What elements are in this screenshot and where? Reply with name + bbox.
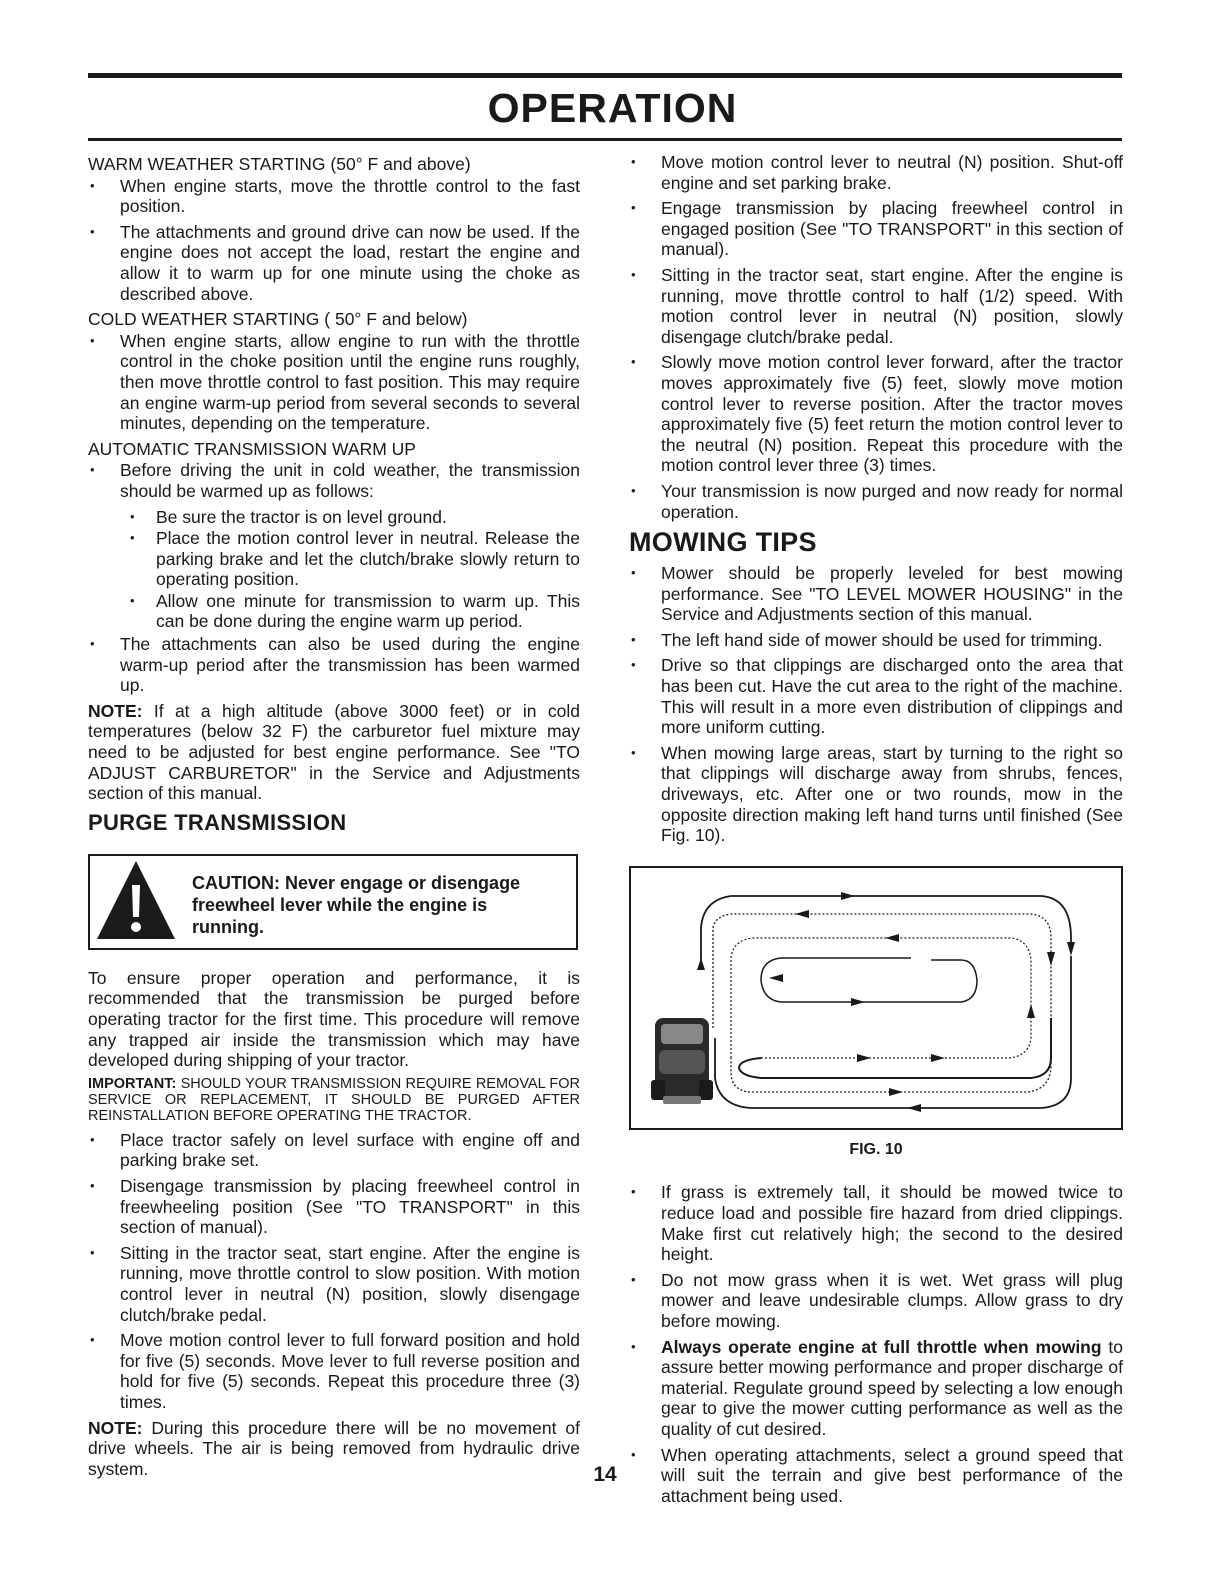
list-item	[88, 460, 580, 501]
list-item: • Slowly move motion control lever forward, after the tractor moves approximately five (5) feet, slowly move motion control lever to reverse position. After the tractor moves approximately five (5) feet return the motion control lever to the neutral (N) position. Repeat this procedure with the motion control lever three (3) times.	[629, 352, 1123, 476]
warning-triangle-icon	[95, 859, 177, 941]
page-title: OPERATION	[487, 85, 738, 131]
note-label: NOTE:	[88, 1417, 143, 1438]
title-rule	[88, 138, 1122, 141]
warm-weather-heading: WARM WEATHER STARTING (50° F and above)	[88, 154, 471, 174]
list-item: • Do not mow grass when it is wet. Wet grass will plug mower and leave undesirable clumps. Allow grass to dry before mowing.	[629, 1270, 1123, 1332]
list-item: • The attachments and ground drive can now be used. If the engine does not accept the load, restart the engine and allow it to warm up for one minute using the choke as described above.	[88, 222, 580, 304]
purge-steps-list	[88, 1130, 580, 1413]
note-text: During this procedure there will be no movement of drive wheels. The air is being removed from hydraulic drive system.	[88, 1417, 580, 1479]
sub-list-item: • Allow one minute for transmission to warm up. This can be done during the engine warm up period.	[88, 591, 580, 632]
mowing-tips-heading: MOWING TIPS	[629, 527, 817, 558]
purge-steps-list-continued	[629, 152, 1123, 522]
mowing-pattern-figure	[629, 866, 1123, 1130]
right-column	[629, 152, 1123, 1511]
cold-weather-list	[88, 331, 580, 434]
caution-box	[88, 854, 578, 950]
auto-transmission-list	[88, 460, 580, 501]
list-item: • Sitting in the tractor seat, start engine. After the engine is running, move throttle control to slow position. With motion control lever in neutral (N) position, slowly disengage clutch/brake pedal.	[88, 1243, 580, 1325]
list-item: • Mower should be properly leveled for best mowing performance. See "TO LEVEL MOWER HOUSING" in the Service and Adjustments section of this manual.	[629, 563, 1123, 625]
throttle-bold-text: Always operate engine at full throttle when mowing	[661, 1336, 1102, 1357]
list-item: • When mowing large areas, start by turning to the right so that clippings will discharge away from shrubs, fences, driveways, etc. After one or two rounds, mow in the opposite direction making left hand turns until finished (See Fig. 10).	[629, 743, 1123, 846]
note-altitude	[88, 701, 580, 804]
important-text: SHOULD YOUR TRANSMISSION REQUIRE REMOVAL FOR SERVICE OR REPLACEMENT, IT SHOULD BE PURGED AFTER REINSTALLATION BEFORE OPERATING THE TRACTOR.	[88, 1075, 580, 1124]
auto-transmission-sublist	[88, 507, 580, 633]
note-label: NOTE:	[88, 700, 143, 721]
list-item: • Your transmission is now purged and now ready for normal operation.	[629, 481, 1123, 522]
list-item: • When engine starts, allow engine to run with the throttle control in the choke position until the engine runs roughly, then move throttle control to fast position. This may require an engine warm-up period from several seconds to several minutes, depending on the temperature.	[88, 331, 580, 434]
list-item: • When operating attachments, select a ground speed that will suit the terrain and give best performance of the attachment being used.	[629, 1445, 1123, 1507]
list-item: • Move motion control lever to neutral (N) position. Shut-off engine and set parking brake.	[629, 152, 1123, 193]
page-number: 14	[593, 1463, 617, 1486]
list-item: • Disengage transmission by placing freewheel control in freewheeling position (See "TO TRANSPORT" in this section of manual).	[88, 1176, 580, 1238]
mowing-tips-list-2	[629, 1182, 1123, 1506]
auto-transmission-heading: AUTOMATIC TRANSMISSION WARM UP	[88, 438, 416, 459]
purge-transmission-heading: PURGE TRANSMISSION	[88, 809, 347, 835]
cold-weather-heading: COLD WEATHER STARTING ( 50° F and below)	[88, 309, 468, 330]
warm-weather-list	[88, 176, 580, 305]
sub-list-item: • Be sure the tractor is on level ground.	[88, 507, 580, 528]
list-item: • The attachments can also be used during the engine warm-up period after the transmission has been warmed up.	[88, 634, 580, 696]
list-item: • Engage transmission by placing freewheel control in engaged position (See "TO TRANSPORT" in this section of manual).	[629, 198, 1123, 260]
list-item-text: Before driving the unit in cold weather, the transmission should be warmed up as follows:	[120, 460, 580, 501]
left-column	[88, 152, 580, 1484]
list-item: • Sitting in the tractor seat, start engine. After the engine is running, move throttle control to half (1/2) speed. With motion control lever in neutral (N) position, slowly disengage clutch/brake pedal.	[629, 265, 1123, 347]
list-item	[629, 1337, 1123, 1440]
list-item: • Drive so that clippings are discharged onto the area that has been cut. Have the cut area to the right of the machine. This will result in a more even distribution of clippings and more uniform cutting.	[629, 655, 1123, 737]
list-item: • When engine starts, move the throttle control to the fast position.	[88, 176, 580, 217]
tractor-icon	[651, 1018, 713, 1104]
sub-list-item: • Place the motion control lever in neutral. Release the parking brake and let the clutch/brake slowly return to operating position.	[88, 528, 580, 590]
caution-text: CAUTION: Never engage or disengage freewheel lever while the engine is running.	[192, 872, 521, 937]
important-note	[88, 1076, 580, 1124]
mowing-pattern-diagram	[631, 868, 1121, 1124]
figure-caption: FIG. 10	[849, 1140, 903, 1158]
mowing-tips-list	[629, 563, 1123, 846]
note-text: If at a high altitude (above 3000 feet) or in cold temperatures (below 32 F) the carburetor fuel mixture may need to be adjusted for best engine performance. See "TO ADJUST CARBURETOR" in the Service and Adjustments section of this manual.	[88, 700, 580, 804]
list-item: • The left hand side of mower should be used for trimming.	[629, 630, 1123, 651]
note-drive-wheels	[88, 1418, 580, 1480]
throttle-text: to assure better mowing performance and proper discharge of material. Regulate ground speed by selecting a low enough gear to give the mower cutting performance as well as the quality of cut desired.	[661, 1336, 1123, 1439]
list-item: • If grass is extremely tall, it should be mowed twice to reduce load and possible fire hazard from dried clippings. Make first cut relatively high; the second to the desired height.	[629, 1182, 1123, 1264]
top-rule	[88, 73, 1122, 78]
auto-transmission-list-2	[88, 634, 580, 696]
important-label: IMPORTANT:	[88, 1075, 177, 1092]
list-item: • Move motion control lever to full forward position and hold for five (5) seconds. Move lever to full reverse position and hold for five (5) seconds. Repeat this procedure three (3) times.	[88, 1330, 580, 1412]
list-item: • Place tractor safely on level surface with engine off and parking brake set.	[88, 1130, 580, 1171]
purge-intro: To ensure proper operation and performance, it is recommended that the transmission be purged before operating tractor for the first time. This procedure will remove any trapped air inside the transmission which may have developed during shipping of your tractor.	[88, 967, 580, 1071]
